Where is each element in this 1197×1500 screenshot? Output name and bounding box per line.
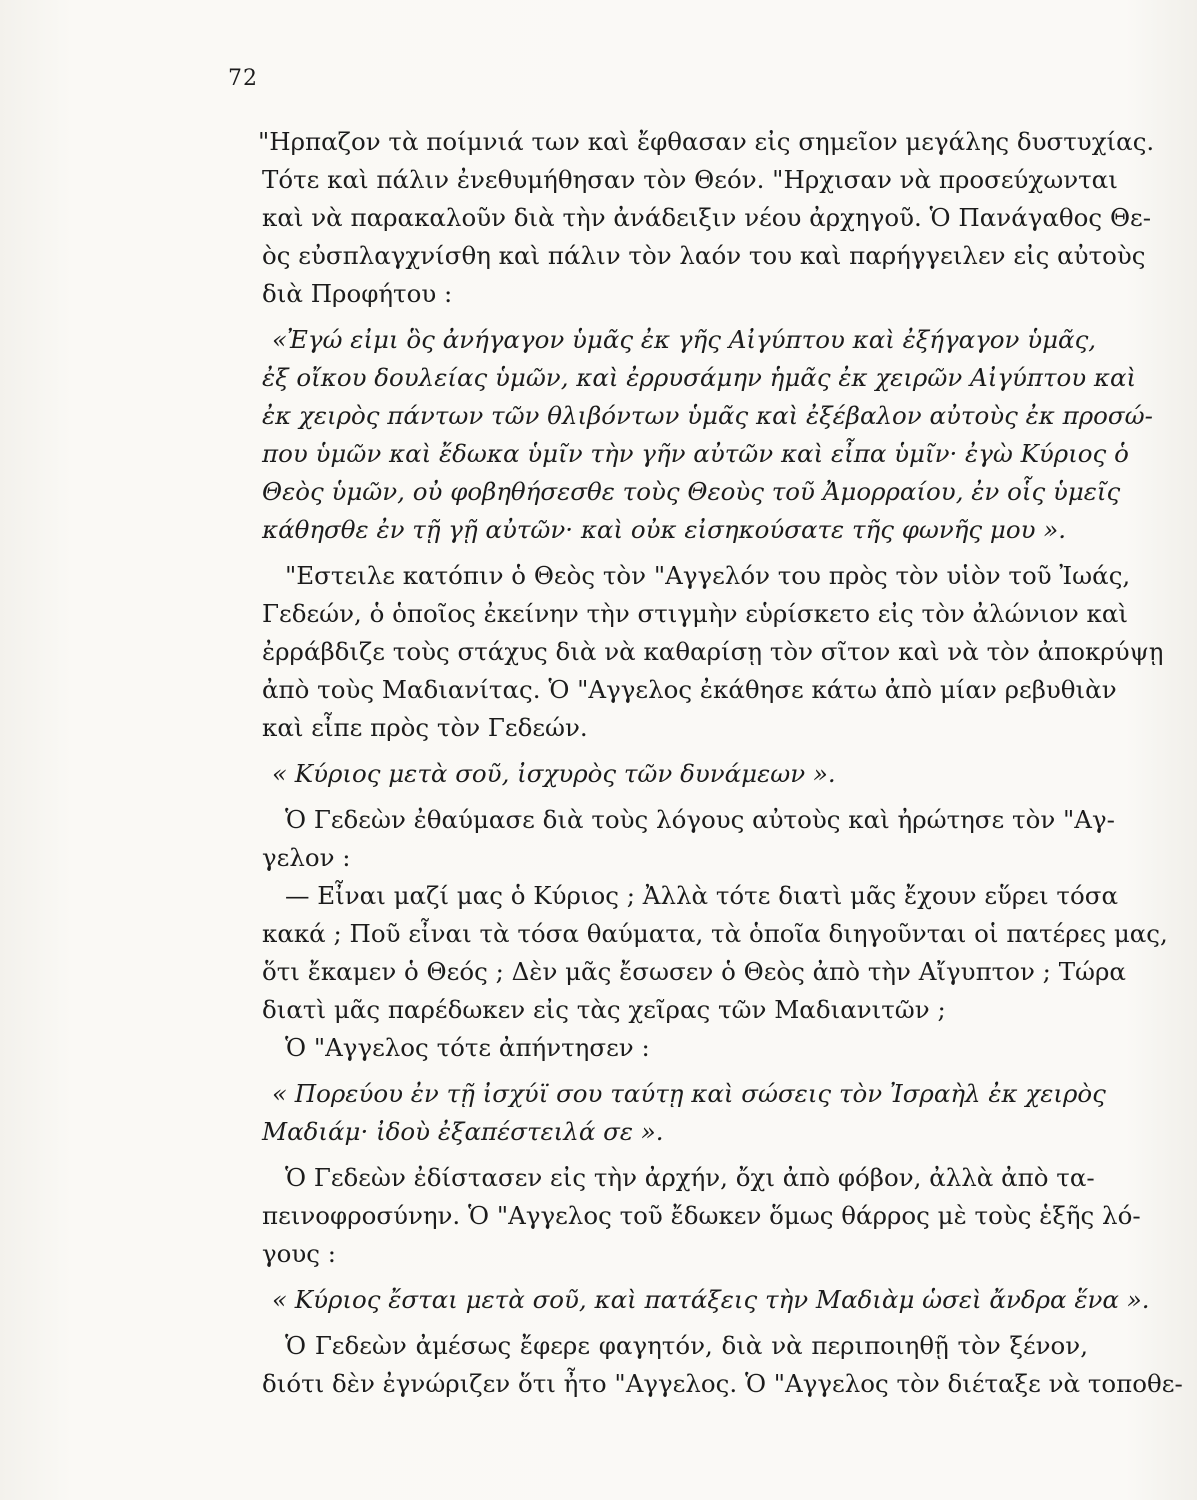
- text-line: γους :: [262, 1239, 337, 1268]
- text-line: διατὶ μᾶς παρέδωκεν εἰς τὰς χεῖρας τῶν Μαδιανιτῶν ;: [262, 995, 946, 1024]
- text-line: ἐρράβδιζε τοὺς στάχυς διὰ νὰ καθαρίσῃ τὸν σῖτον καὶ νὰ τὸν ἀποκρύψῃ: [262, 637, 1164, 666]
- quote-line: Μαδιάμ· ἰδοὺ ἐξαπέστειλά σε ».: [262, 1117, 664, 1146]
- quote-line: « Κύριος ἔσται μετὰ σοῦ, καὶ πατάξεις τὴν Μαδιὰμ ὡσεὶ ἄνδρα ἕνα ».: [272, 1285, 1150, 1314]
- text-line: πεινοφροσύνην. Ὁ "Αγγελος τοῦ ἔδωκεν ὅμως θάρρος μὲ τοὺς ἑξῆς λό-: [262, 1201, 1141, 1230]
- quote-line: « Κύριος μετὰ σοῦ, ἰσχυρὸς τῶν δυνάμεων ».: [272, 759, 836, 788]
- quote-line: «Ἐγώ εἰμι ὃς ἀνήγαγον ὑμᾶς ἐκ γῆς Αἰγύπτου καὶ ἐξήγαγον ὑμᾶς,: [272, 325, 1097, 354]
- text-line: κακά ; Ποῦ εἶναι τὰ τόσα θαύματα, τὰ ὁποῖα διηγοῦνται οἱ πατέρες μας,: [262, 919, 1168, 948]
- text-line: καὶ νὰ παρακαλοῦν διὰ τὴν ἀνάδειξιν νέου ἀρχηγοῦ. Ὁ Πανάγαθος Θε-: [262, 203, 1151, 232]
- text-line: καὶ εἶπε πρὸς τὸν Γεδεών.: [262, 713, 588, 742]
- text-line: ἀπὸ τοὺς Μαδιανίτας. Ὁ "Αγγελος ἐκάθησε κάτω ἀπὸ μίαν ρεβυθιὰν: [262, 675, 1117, 704]
- text-line: διότι δὲν ἐγνώριζεν ὅτι ἦτο "Αγγελος. Ὁ "Αγγελος τὸν διέταξε νὰ τοποθε-: [262, 1369, 1183, 1398]
- text-line: διὰ Προφήτου :: [262, 279, 453, 308]
- text-line: Γεδεών, ὁ ὁποῖος ἐκείνην τὴν στιγμὴν εὑρίσκετο εἰς τὸν ἀλώνιον καὶ: [262, 599, 1128, 628]
- quote-line: Θεὸς ὑμῶν, οὐ φοβηθήσεσθε τοὺς Θεοὺς τοῦ Ἀμορραίου, ἐν οἷς ὑμεῖς: [262, 477, 1121, 506]
- quote-line: που ὑμῶν καὶ ἔδωκα ὑμῖν τὴν γῆν αὐτῶν καὶ εἶπα ὑμῖν· ἐγὼ Κύριος ὁ: [262, 439, 1129, 468]
- text-line: Τότε καὶ πάλιν ἐνεθυμήθησαν τὸν Θεόν. "Ηρχισαν νὰ προσεύχωνται: [262, 165, 1118, 194]
- text-line: Ὁ Γεδεὼν ἀμέσως ἔφερε φαγητόν, διὰ νὰ περιποιηθῇ τὸν ξένον,: [285, 1331, 1088, 1360]
- text-line: Ὁ Γεδεὼν ἐδίστασεν εἰς τὴν ἀρχήν, ὄχι ἀπὸ φόβον, ἀλλὰ ἀπὸ τα-: [285, 1163, 1095, 1192]
- text-line: "Ηρπαζον τὰ ποίμνιά των καὶ ἔφθασαν εἰς σημεῖον μεγάλης δυστυχίας.: [258, 127, 1155, 156]
- text-line: ὸς εὐσπλαγχνίσθη καὶ πάλιν τὸν λαόν του καὶ παρήγγειλεν εἰς αὐτοὺς: [262, 241, 1146, 270]
- quote-line: κάθησθε ἐν τῇ γῇ αὐτῶν· καὶ οὐκ εἰσηκούσατε τῆς φωνῆς μου ».: [262, 515, 1067, 544]
- text-line: Ὁ Γεδεὼν ἐθαύμασε διὰ τοὺς λόγους αὐτοὺς καὶ ἠρώτησε τὸν "Αγ-: [285, 805, 1115, 834]
- text-line: — Εἶναι μαζί μας ὁ Κύριος ; Ἀλλὰ τότε διατὶ μᾶς ἔχουν εὕρει τόσα: [285, 881, 1118, 910]
- page-number: 72: [228, 66, 258, 91]
- text-line: ὅτι ἔκαμεν ὁ Θεός ; Δὲν μᾶς ἔσωσεν ὁ Θεὸς ἀπὸ τὴν Αἴγυπτον ; Τώρα: [262, 957, 1126, 986]
- text-line: "Εστειλε κατόπιν ὁ Θεὸς τὸν "Αγγελόν του πρὸς τὸν υἱὸν τοῦ Ἰωάς,: [285, 561, 1131, 590]
- quote-line: ἐκ χειρὸς πάντων τῶν θλιβόντων ὑμᾶς καὶ ἐξέβαλον αὐτοὺς ἐκ προσώ-: [262, 401, 1153, 430]
- text-line: γελον :: [262, 843, 351, 872]
- text-line: Ὁ "Αγγελος τότε ἀπήντησεν :: [285, 1033, 650, 1062]
- quote-line: ἐξ οἴκου δουλείας ὑμῶν, καὶ ἐρρυσάμην ἡμᾶς ἐκ χειρῶν Αἰγύπτου καὶ: [262, 363, 1137, 392]
- quote-line: « Πορεύου ἐν τῇ ἰσχύϊ σου ταύτῃ καὶ σώσεις τὸν Ἰσραὴλ ἐκ χειρὸς: [272, 1079, 1106, 1108]
